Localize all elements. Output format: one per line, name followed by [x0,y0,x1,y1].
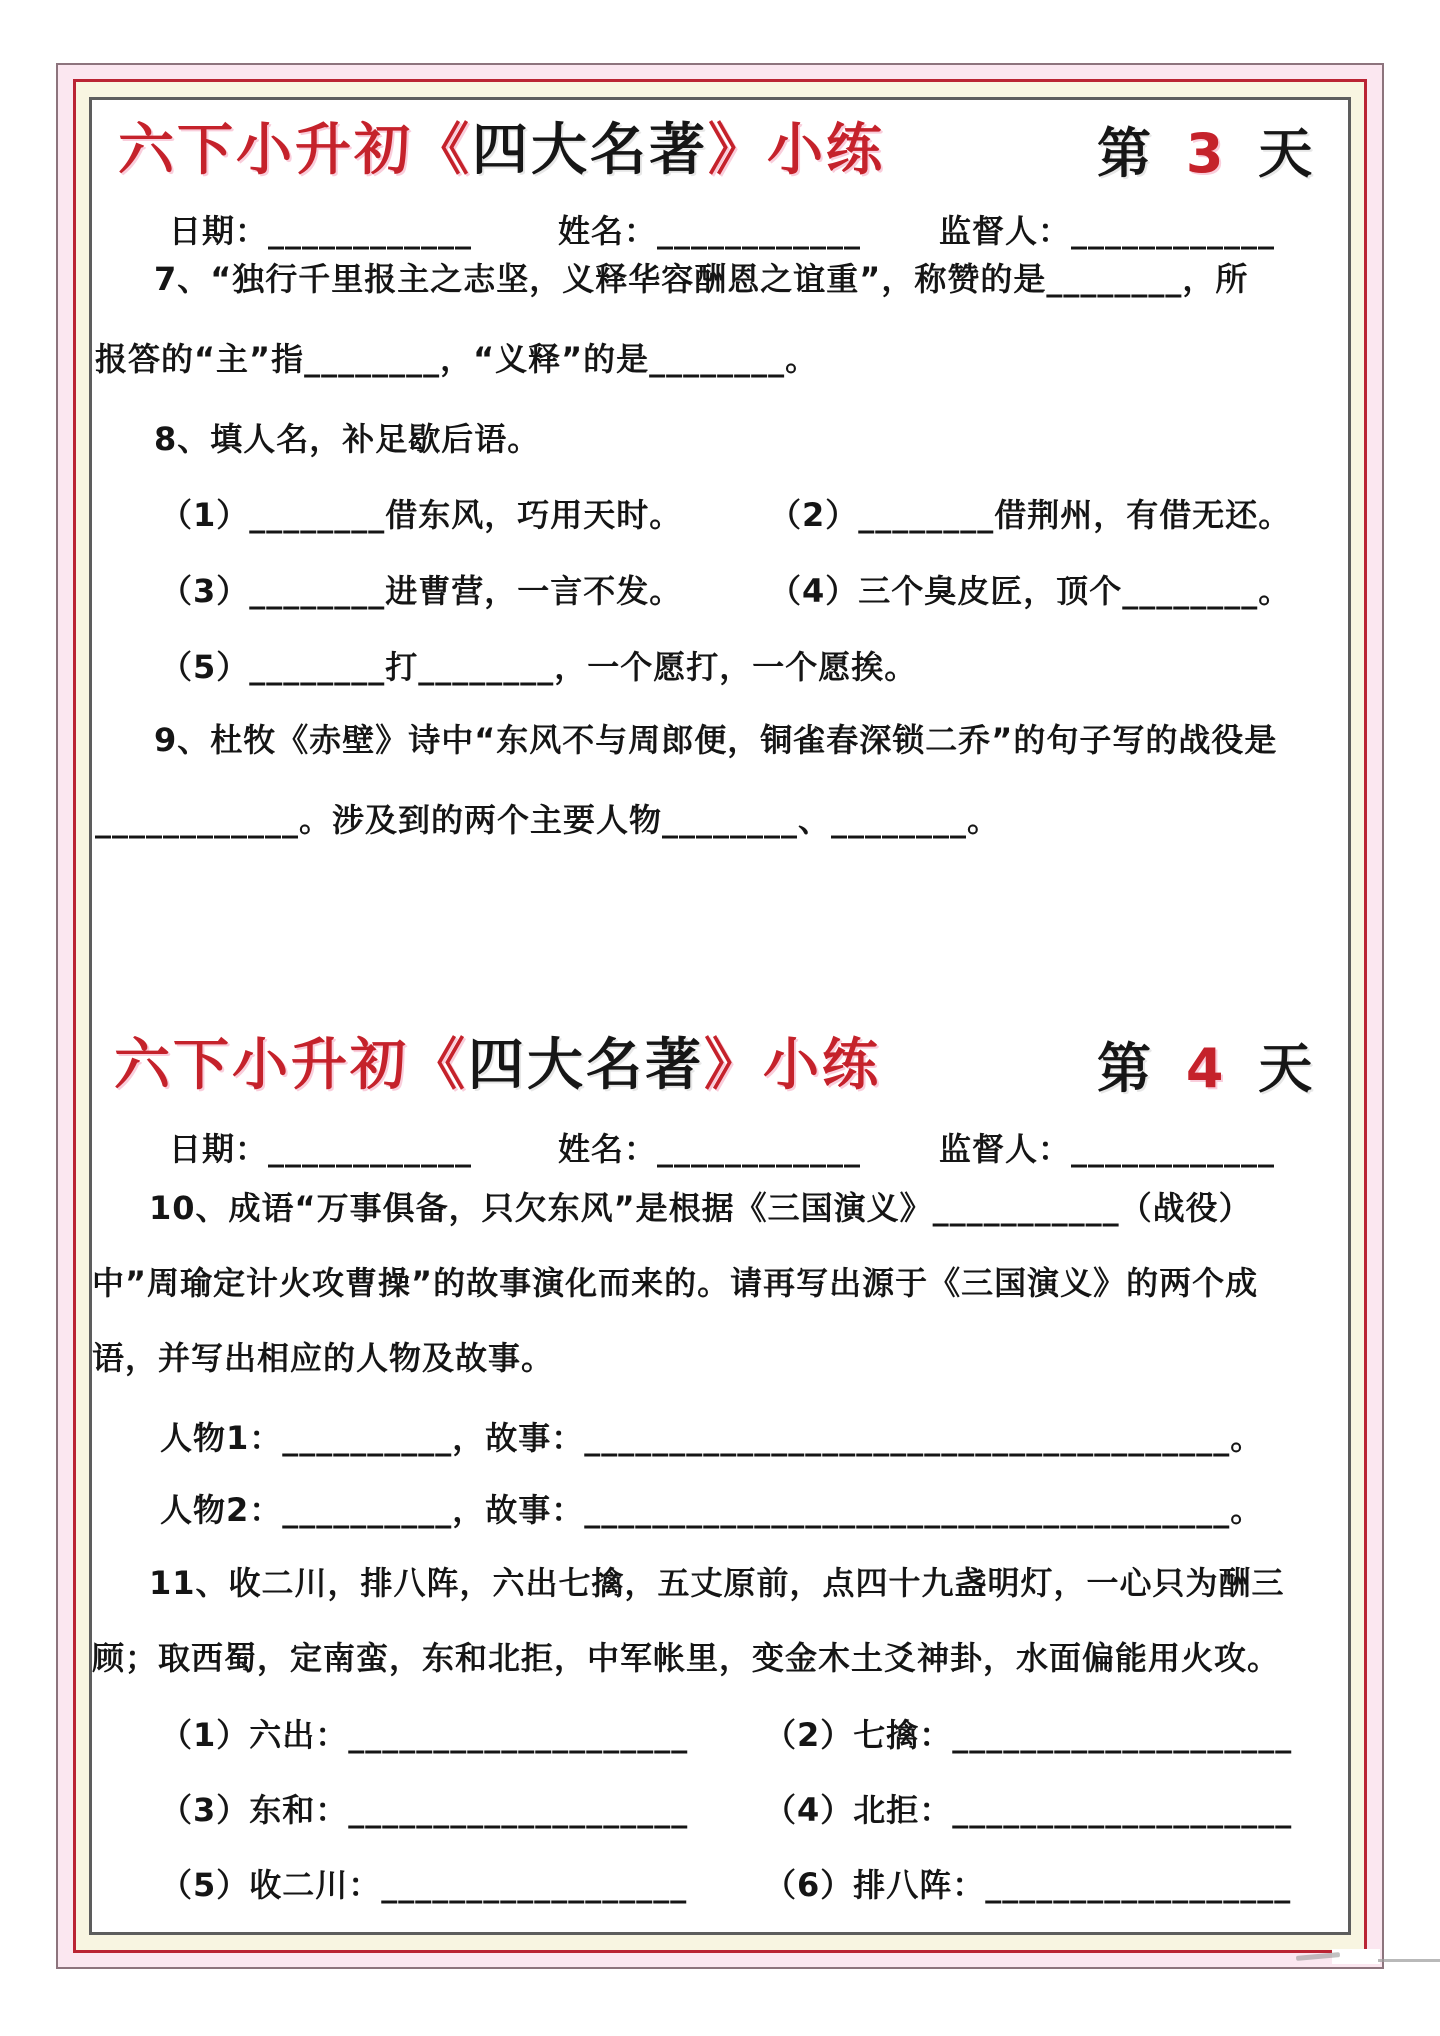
day3-title-red-right: 》小练 [708,118,885,183]
day3-day-number: 3 [1185,122,1232,185]
q11-item-4: （4）北拒：____________________ [764,1791,1293,1829]
day4-name-field: 姓名：____________ [558,1130,862,1168]
day4-title-book: 四大名著 [468,1033,704,1098]
q11-item-6: （6）排八阵：__________________ [764,1866,1292,1904]
q11-item-1: （1）六出：____________________ [160,1716,689,1754]
q10-line3: 语，并写出相应的人物及故事。 [92,1339,555,1377]
q11-item-3: （3）东和：____________________ [160,1791,689,1829]
day3-supervisor-field: 监督人：____________ [939,212,1276,250]
q10-person2-line: 人物2：__________，故事：______________________________________。 [160,1491,1264,1529]
q10-line2: 中”周瑜定计火攻曹操”的故事演化而来的。请再写出源于《三国演义》的两个成 [92,1264,1259,1302]
day4-day-number: 4 [1185,1037,1232,1100]
day4-title-red-right: 》小练 [704,1033,881,1098]
q7-line1: 7、“独行千里报主之志坚，义释华容酬恩之谊重”，称赞的是________，所 [154,260,1249,298]
day4-supervisor-field: 监督人：____________ [939,1130,1276,1168]
q10-person1-line: 人物1：__________，故事：______________________________________。 [160,1419,1264,1457]
q11-line1: 11、收二川，排八阵，六出七擒，五丈原前，点四十九盏明灯，一心只为酬三 [149,1564,1285,1602]
day3-date-field: 日期：____________ [169,212,473,250]
day3-day-prefix: 第 [1097,122,1186,185]
day4-title-red-left: 六下小升初《 [114,1033,468,1098]
day4-day-suffix: 天 [1231,1037,1321,1100]
q8-item-1: （1）________借东风，巧用天时。 [160,496,683,534]
worksheet-page [89,97,1351,1935]
worksheet-frame [56,63,1384,1969]
day3-name-field: 姓名：____________ [558,212,862,250]
day3-day-suffix: 天 [1231,122,1321,185]
q11-line2: 顾；取西蜀，定南蛮，东和北拒，中军帐里，变金木土爻神卦，水面偏能用火攻。 [92,1639,1281,1677]
q11-item-5: （5）收二川：__________________ [160,1866,688,1904]
day4-date-field: 日期：____________ [169,1130,473,1168]
day3-title [118,120,885,182]
q10-line1: 10、成语“万事俱备，只欠东风”是根据《三国演义》___________（战役） [149,1189,1252,1227]
scan-artifact-edge-line [1378,1959,1440,1962]
day4-day-badge [1097,1039,1320,1098]
day3-day-badge [1097,124,1320,183]
day4-day-prefix: 第 [1097,1037,1186,1100]
q11-item-2: （2）七擒：____________________ [764,1716,1293,1754]
q8-item-3: （3）________进曹营，一言不发。 [160,572,683,610]
q8-item-4: （4）三个臭皮匠，顶个________。 [769,572,1292,610]
q8-item-5: （5）________打________，一个愿打，一个愿挨。 [160,648,918,686]
day3-title-book: 四大名著 [472,118,708,183]
q8-heading: 8、填人名，补足歇后语。 [154,420,541,458]
q7-line2: 报答的“主”指________，“义释”的是________。 [95,340,819,378]
day4-title [114,1035,881,1097]
q9-line2: ____________。涉及到的两个主要人物________、________。 [95,801,1001,839]
worksheet-frame-red [73,79,1367,1953]
q9-line1: 9、杜牧《赤壁》诗中“东风不与周郎便，铜雀春深锁二乔”的句子写的战役是 [154,721,1278,759]
day3-title-red-left: 六下小升初《 [118,118,472,183]
q8-item-2: （2）________借荆州，有借无还。 [769,496,1292,534]
